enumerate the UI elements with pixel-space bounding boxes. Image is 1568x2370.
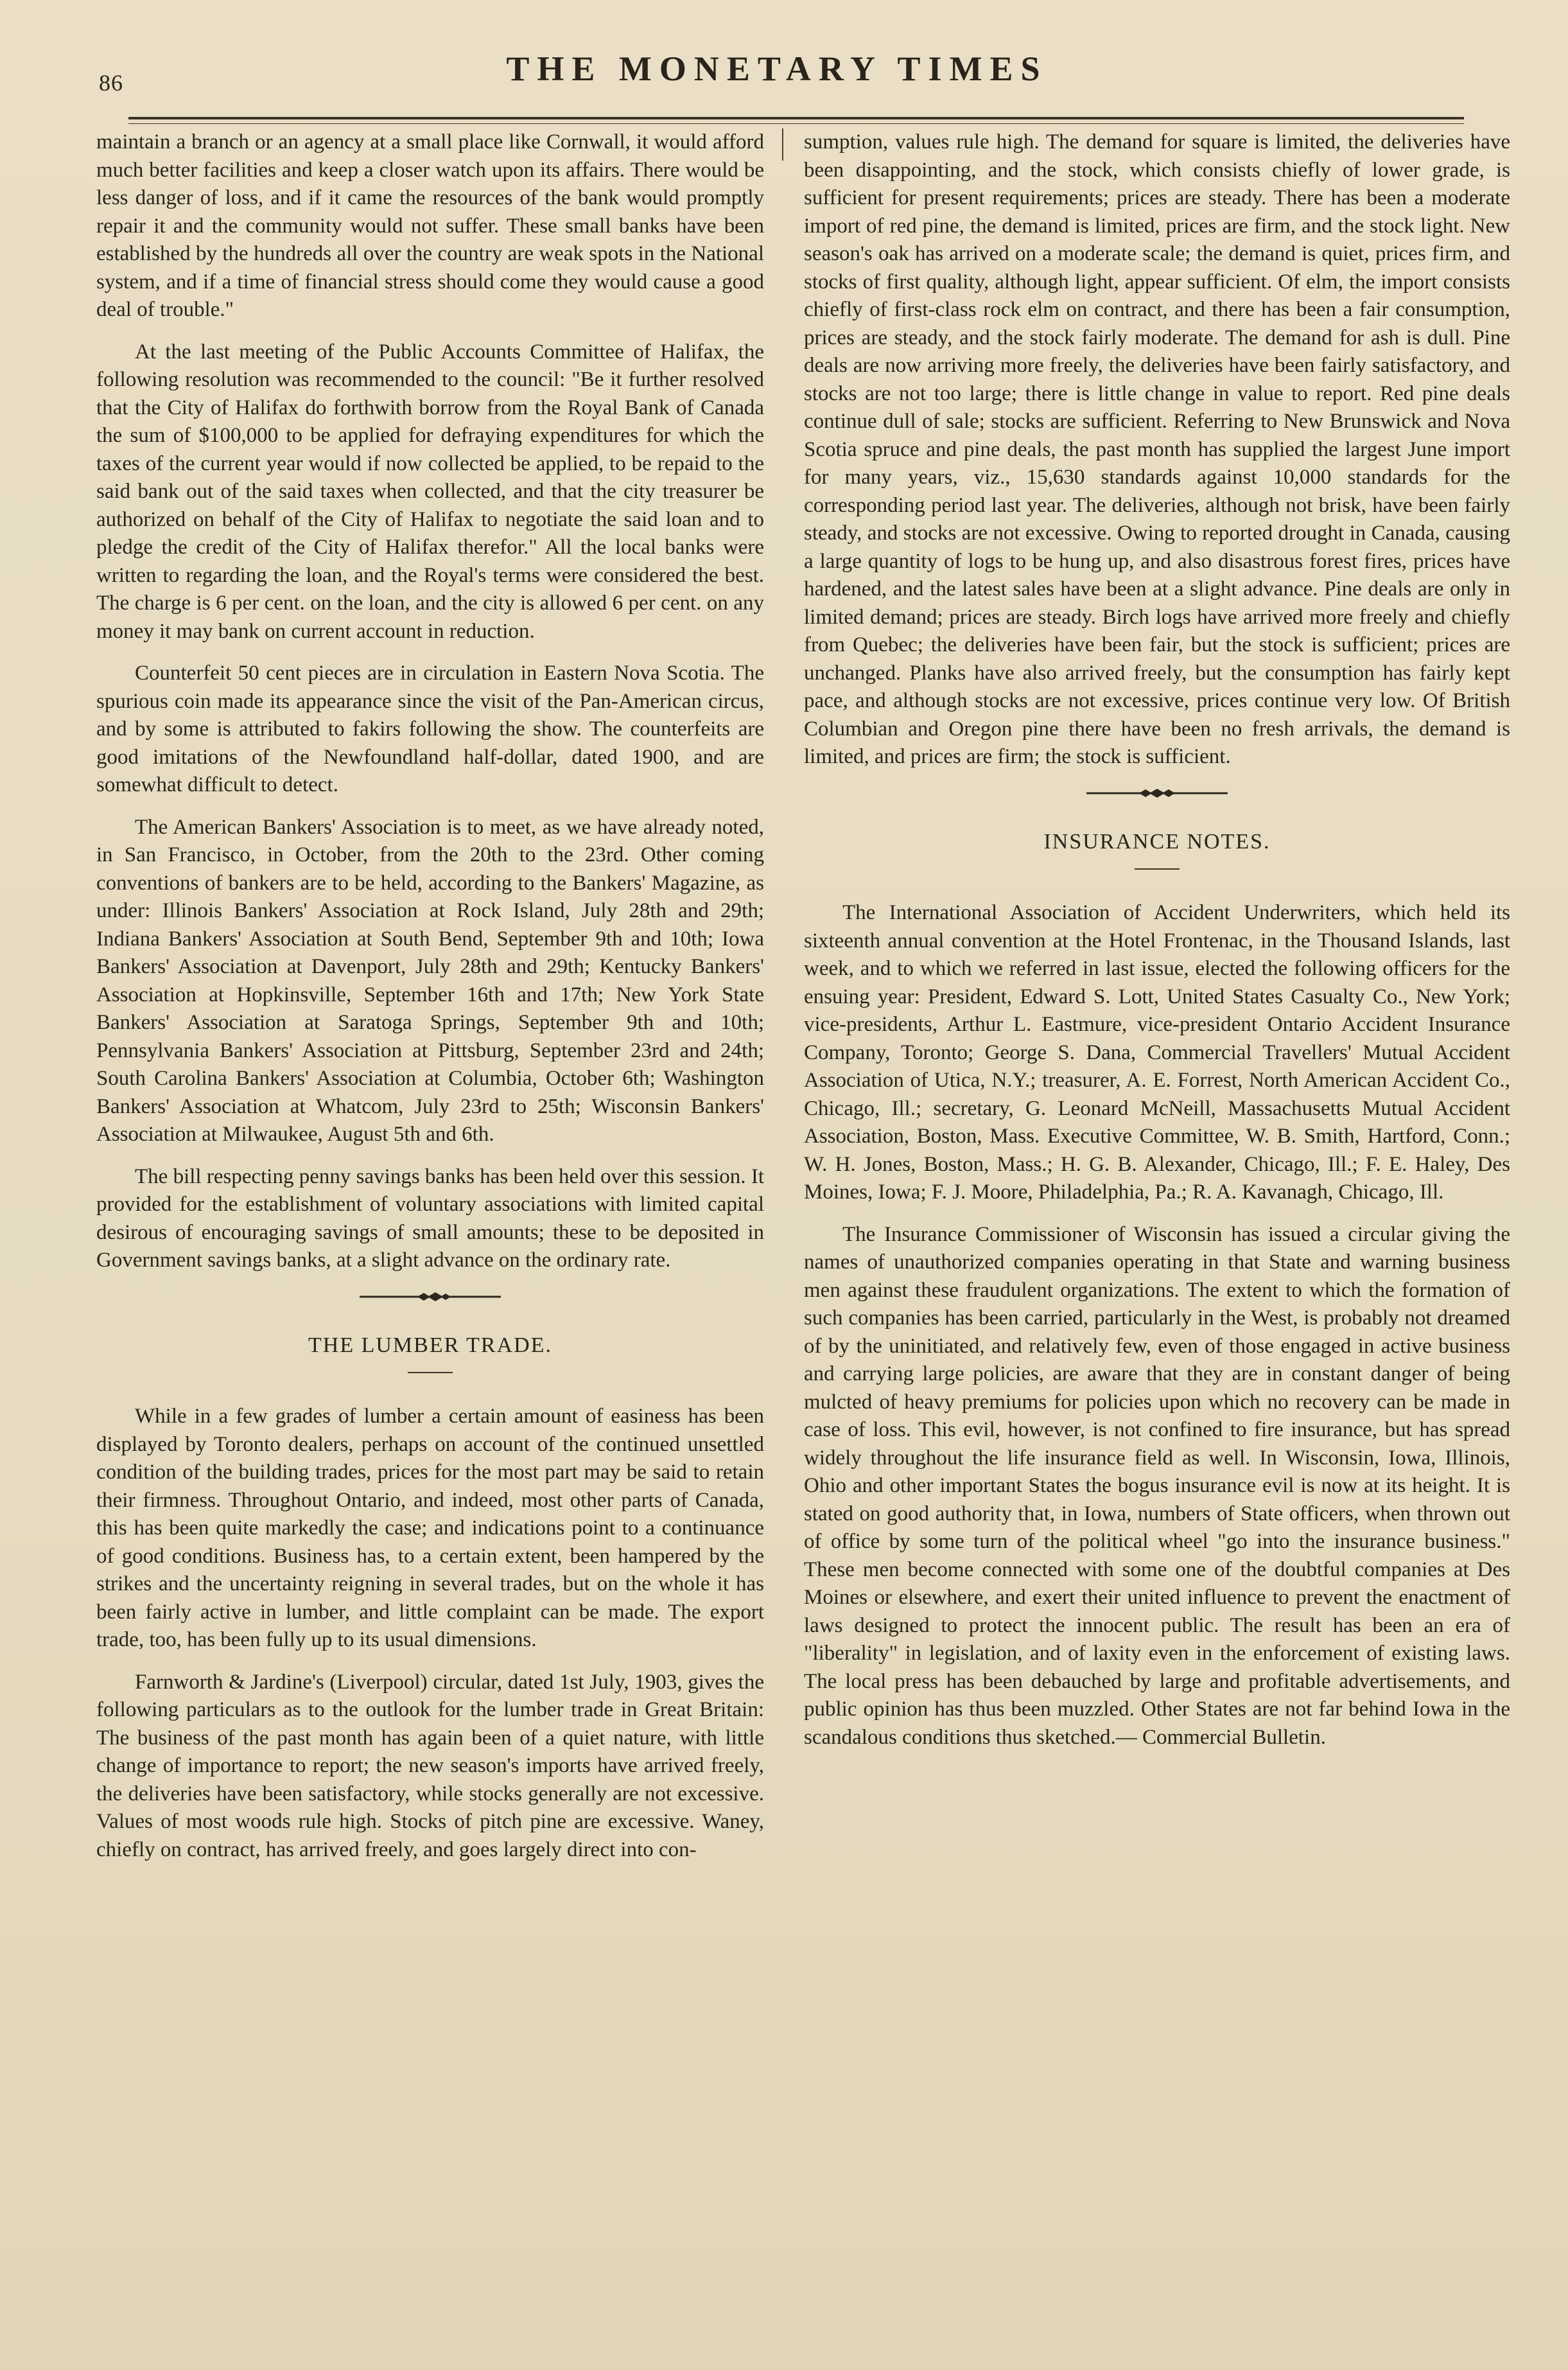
- insurance-notes-heading: INSURANCE NOTES.: [1043, 829, 1271, 854]
- article-paragraph: maintain a branch or an agency at a small place like Cornwall, it would afford much better facilities and keep a closer watch upon its affairs. There would be less danger of loss, and if it came the resources of the bank would promptly repair it and the community would not suffer. These small banks have been established by the hundreds all over the country are weak spots in the National system, and if a time of financial stress should come they would cause a good deal of trouble.": [96, 130, 764, 321]
- lumber-trade-heading: THE LUMBER TRADE.: [308, 1333, 552, 1357]
- article-paragraph: While in a few grades of lumber a certain amount of easiness has been displayed by Toronto dealers, perhaps on account of the continued unsettled condition of the building trades, prices for the most part may be said to retain their firmness. Throughout Ontario, and indeed, most other parts of Canada, this has been quite markedly the case; and indications point to a continuance of good conditions. Business has, to a certain extent, been hampered by the strikes and the uncertainty reigning in several trades, but on the whole it has been fairly active in lumber, and little complaint can be made. The export trade, too, has been fully up to its usual dimensions.: [96, 1405, 764, 1651]
- page-header: [90, 45, 1464, 116]
- column-divider: [782, 128, 783, 161]
- article-paragraph: Farnworth & Jardine's (Liverpool) circular, dated 1st July, 1903, gives the following particulars as to the outlook for the lumber trade in Great Britain: The business of the past month has again been of a quiet nature, with little change of importance to report; the new season's imports have arrived freely, the deliveries have been satisfactory, while stocks generally are not excessive. Values of most woods rule high. Stocks of pitch pine are excessive. Waney, chiefly on contract, has arrived freely, and goes largely direct into con-: [96, 1670, 764, 1861]
- heading-rule: [1135, 868, 1180, 870]
- masthead-title: THE MONETARY TIMES: [506, 49, 1048, 88]
- article-paragraph: Counterfeit 50 cent pieces are in circulation in Eastern Nova Scotia. The spurious coin made its appearance since the visit of the Pan-American circus, and by some is attributed to fakirs following the show. The counterfeits are good imitations of the Newfoundland half-dollar, dated 1900, and are somewhat difficult to detect.: [96, 662, 764, 796]
- header-rule-thin: [128, 123, 1464, 124]
- right-column: [804, 128, 1510, 1766]
- article-paragraph: The Insurance Commissioner of Wisconsin has issued a circular giving the names of unauthorized companies operating in that State and warning business men against these fraudulent organizations. The extent to which the formation of such companies has been carried, particularly in the West, is probably not dreamed of by the uninitiated, and relatively few, even of those engaged in active business and carrying large policies, are aware that they are in constant danger of being mulcted of heavy premiums for policies upon which no recovery can be made in case of loss. This evil, however, is not confined to fire insurance, but has spread widely throughout the life insurance field as well. In Wisconsin, Iowa, Illinois, Ohio and other important States the bogus insurance evil is now at its height. It is stated on good authority that, in Iowa, numbers of State officers, when thrown out of office by some turn of the political wheel "go into the insurance business." These men become connected with some one of the doubtful companies at Des Moines or elsewhere, and exert their united influence to prevent the enactment of laws designed to protect the innocent public. The result has been an era of "liberality" in legislation, and of laxity even in the enforcement of existing laws. The local press has been debauched by large and profitable advertisements, and public opinion has thus been muzzled. Other States are not far behind Iowa in the scandalous conditions thus sketched.— Commercial Bulletin.: [804, 1222, 1510, 1749]
- article-paragraph: The International Association of Accident Underwriters, which held its sixteenth annual convention at the Hotel Frontenac, in the Thousand Islands, last week, and to which we referred in last issue, elected the following officers for the ensuing year: President, Edward S. Lott, United States Casualty Co., New York; vice-presidents, Arthur L. Eastmure, vice-president Ontario Accident Insurance Company, Toronto; George S. Dana, Commercial Travellers' Mutual Accident Association of Utica, N.Y.; treasurer, A. E. Forrest, North American Accident Co., Chicago, Ill.; secretary, G. Leonard McNeill, Massachusetts Mutual Accident Association, Boston, Mass. Executive Committee, W. B. Smith, Hartford, Conn.; W. H. Jones, Boston, Mass.; H. G. B. Alexander, Chicago, Ill.; F. E. Haley, Des Moines, Iowa; F. J. Moore, Philadelphia, Pa.; R. A. Kavanagh, Chicago, Ill.: [804, 901, 1510, 1204]
- left-column: [96, 128, 764, 1878]
- article-paragraph: sumption, values rule high. The demand for square is limited, the deliveries have been disappointing, and the stock, which consists chiefly of lower grade, is sufficient for present requirements; prices are steady. There has been a moderate import of red pine, the demand is limited, prices are firm, and the stock light. New season's oak has arrived on a moderate scale; the demand is quiet, prices firm, and stocks of first quality, although light, appear sufficient. Of elm, the import consists chiefly of first-class rock elm on contract, and there has been a fair consumption, prices are steady, and the stock fairly moderate. The demand for ash is dull. Pine deals are now arriving more freely, the deliveries have been fairly satisfactory, and stocks are not too large; there is little change in value to report. Red pine deals continue dull of sale; stocks are sufficient. Referring to New Brunswick and Nova Scotia spruce and pine deals, the past month has supplied the largest June import for many years, viz., 15,630 standards against 10,000 standards for the corresponding period last year. The deliveries, although not brisk, have been fairly steady, and stocks are not excessive. Owing to reported drought in Canada, causing a large quantity of logs to be hung up, and also disastrous forest fires, prices have hardened, and the latest sales have been at a slight advance. Pine deals are only in limited demand; prices are steady. Birch logs have arrived more freely and chiefly from Quebec; the deliveries have been fair, but the stock is sufficient; prices are unchanged. Planks have also arrived freely, but the consumption has fairly kept pace, and although stocks are not excessive, prices continue very low. Of British Columbian and Oregon pine there have been no fresh arrivals, the demand is limited, and prices are firm; the stock is sufficient.: [804, 130, 1510, 768]
- article-paragraph: The bill respecting penny savings banks has been held over this session. It provided for the establishment of voluntary associations with limited capital desirous of encouraging savings of small amounts; these to be deposited in Government savings banks, at a slight advance on the ordinary rate.: [96, 1164, 764, 1272]
- section-ornament: [360, 1290, 501, 1303]
- header-rule: [128, 117, 1464, 119]
- article-paragraph: The American Bankers' Association is to meet, as we have already noted, in San Francisco, in October, from the 20th to the 23rd. Other coming conventions of bankers are to be held, according to the Bankers' Magazine, as under: Illinois Bankers' Association at Rock Island, July 28th and 29th; Indiana Bankers' Association at South Bend, September 9th and 10th; Iowa Bankers' Association at Davenport, July 28th and 29th; Kentucky Bankers' Association at Hopkinsville, September 16th and 17th; New York State Bankers' Association at Saratoga Springs, September 9th and 10th; Pennsylvania Bankers' Association at Pittsburg, September 23rd and 24th; South Carolina Bankers' Association at Columbia, October 6th; Washington Bankers' Association at Whatcom, July 23rd to 25th; Wisconsin Bankers' Association at Milwaukee, August 5th and 6th.: [96, 815, 764, 1146]
- article-paragraph: At the last meeting of the Public Accounts Committee of Halifax, the following resolution was recommended to the council: "Be it further resolved that the City of Halifax do forthwith borrow from the Royal Bank of Canada the sum of $100,000 to be applied for defraying expenditures for which the taxes of the current year would if now collected be applied, to be repaid to the said bank out of the said taxes when collected, and that the city treasurer be authorized on behalf of the City of Halifax to negotiate the said loan and to pledge the credit of the City of Halifax therefor." All the local banks were written to regarding the loan, and the Royal's terms were considered the best. The charge is 6 per cent. on the loan, and the city is allowed 6 per cent. on any money it may bank on current account in reduction.: [96, 340, 764, 643]
- section-ornament: [1086, 787, 1228, 800]
- page-number: 86: [99, 70, 123, 96]
- heading-rule: [408, 1372, 453, 1373]
